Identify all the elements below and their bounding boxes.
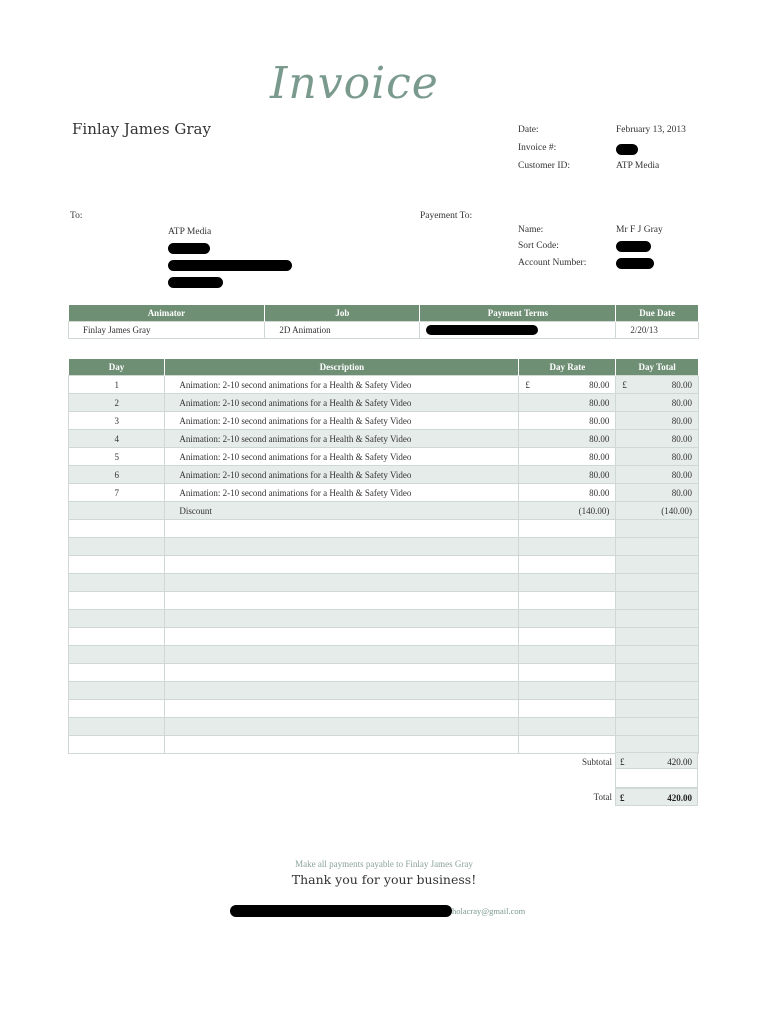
day-cell-text: 5 [114,451,119,462]
day-cell-text: 1 [114,379,119,390]
payment-terms-redaction [426,325,538,335]
day-rate-cell [519,466,616,484]
description-cell [165,430,519,448]
table-row [69,430,699,448]
account-number-label: Account Number: [518,258,587,268]
description-cell [165,556,519,574]
description-cell-text: Animation: 2-10 second animations for a Health & Safety Video [179,487,412,498]
description-cell-text: Discount [179,505,212,516]
day-cell [69,574,165,592]
day-rate-cell [519,430,616,448]
day-cell [69,592,165,610]
total-currency: £ [620,793,625,803]
to-label: To: [70,211,83,221]
invoice-title: Invoice [270,58,439,109]
table-row [69,466,699,484]
table-row [69,736,699,754]
day-cell [69,556,165,574]
day-total-cell [616,394,699,412]
table-row [69,664,699,682]
day-cell [69,502,165,520]
table-row [69,574,699,592]
table-row [69,592,699,610]
payment-terms-cell [420,322,616,339]
table-row [69,538,699,556]
subtotal-value: 420.00 [667,757,692,767]
day-total-cell [616,448,699,466]
sender-name: Finlay James Gray [72,120,211,138]
sort-code-redaction [616,241,651,252]
day-total-cell-text: 80.00 [671,415,692,426]
account-number-redaction [616,258,654,269]
day-total-cell [616,592,699,610]
day-rate-cell [519,394,616,412]
description-cell [165,520,519,538]
address-redaction-2 [168,260,292,271]
day-cell [69,394,165,412]
day-rate-cell-text: 80.00 [589,397,610,408]
day-cell [69,412,165,430]
day-total-cell-text: 80.00 [671,397,692,408]
day-total-cell [616,718,699,736]
day-total-cell [616,430,699,448]
day-cell [69,682,165,700]
description-cell [165,484,519,502]
currency-symbol: £ [622,379,627,390]
sort-code-label: Sort Code: [518,241,559,251]
day-total-cell-text: 80.00 [671,487,692,498]
customer-id-label: Customer ID: [518,161,570,171]
day-total-cell [616,520,699,538]
day-rate-cell [519,484,616,502]
description-cell [165,466,519,484]
subtotal-box [615,752,698,769]
job-row [69,322,699,339]
day-cell [69,448,165,466]
table-row [69,718,699,736]
day-rate-cell [519,736,616,754]
table-row [69,502,699,520]
due-date-cell: 2/20/13 [616,322,699,339]
table-row [69,700,699,718]
description-cell [165,736,519,754]
day-rate-cell [519,664,616,682]
payment-note: Make all payments payable to Finlay James Gray [295,859,473,869]
day-cell [69,376,165,394]
day-rate-cell-text: 80.00 [589,487,610,498]
day-rate-cell [519,412,616,430]
day-total-cell [616,376,699,394]
description-cell-text: Animation: 2-10 second animations for a Health & Safety Video [179,469,412,480]
description-cell-text: Animation: 2-10 second animations for a Health & Safety Video [179,379,412,390]
day-rate-cell [519,556,616,574]
day-total-cell [616,610,699,628]
animator-cell: Finlay James Gray [69,322,265,339]
header-payment-terms: Payment Terms [420,305,616,322]
table-row [69,628,699,646]
table-row [69,484,699,502]
currency-symbol: £ [525,379,530,390]
day-total-cell [616,736,699,754]
table-row [69,520,699,538]
day-cell [69,520,165,538]
table-row [69,394,699,412]
day-rate-cell [519,700,616,718]
customer-id-value: ATP Media [616,161,660,171]
day-rate-cell-text: 80.00 [589,415,610,426]
description-cell [165,592,519,610]
header-description: Description [165,359,519,376]
day-cell-text: 6 [114,469,119,480]
table-row [69,448,699,466]
day-rate-cell [519,574,616,592]
day-total-cell [616,646,699,664]
date-value: February 13, 2013 [616,125,686,135]
description-cell [165,700,519,718]
day-total-cell-text: 80.00 [671,379,692,390]
day-total-cell [616,628,699,646]
table-row [69,412,699,430]
day-total-cell [616,466,699,484]
header-job: Job [265,305,420,322]
total-box [615,788,698,806]
day-rate-cell [519,376,616,394]
email-redaction [230,905,452,917]
payee-name-label: Name: [518,225,544,235]
description-cell [165,628,519,646]
day-total-cell [616,484,699,502]
summary-spacer [615,769,698,788]
description-cell [165,718,519,736]
day-total-cell [616,682,699,700]
to-company: ATP Media [168,227,212,237]
day-cell [69,664,165,682]
day-cell-text: 2 [114,397,119,408]
header-day: Day [69,359,165,376]
day-rate-cell-text: 80.00 [589,451,610,462]
table-row [69,610,699,628]
day-total-cell-text: 80.00 [671,469,692,480]
day-rate-cell-text: 80.00 [589,469,610,480]
invoice-number-redaction [616,144,638,155]
day-total-cell [616,412,699,430]
total-label: Total [593,792,612,802]
day-rate-cell [519,682,616,700]
email-suffix: holacray@gmail.com [452,906,526,916]
day-cell [69,430,165,448]
description-cell [165,610,519,628]
day-cell-text: 3 [114,415,119,426]
payee-name-value: Mr F J Gray [616,225,663,235]
payment-to-label: Payement To: [420,211,473,221]
items-table [68,359,699,754]
day-rate-cell-text: 80.00 [589,379,610,390]
description-cell [165,502,519,520]
day-total-cell-text: 80.00 [671,451,692,462]
day-total-cell [616,538,699,556]
day-cell [69,736,165,754]
address-redaction-1 [168,243,210,254]
day-cell [69,484,165,502]
table-row [69,682,699,700]
day-rate-cell-text: (140.00) [578,505,610,516]
description-cell [165,646,519,664]
day-rate-cell [519,538,616,556]
invoice-number-label: Invoice #: [518,143,557,153]
header-animator: Animator [69,305,265,322]
address-redaction-3 [168,277,223,288]
subtotal-currency: £ [620,757,625,767]
description-cell [165,664,519,682]
description-cell-text: Animation: 2-10 second animations for a Health & Safety Video [179,433,412,444]
day-cell [69,466,165,484]
description-cell-text: Animation: 2-10 second animations for a Health & Safety Video [179,451,412,462]
date-label: Date: [518,125,539,135]
day-total-cell-text: (140.00) [661,505,692,516]
day-rate-cell [519,592,616,610]
header-due-date: Due Date [616,305,699,322]
description-cell [165,574,519,592]
day-rate-cell-text: 80.00 [589,433,610,444]
description-cell [165,448,519,466]
day-rate-cell [519,448,616,466]
day-rate-cell [519,502,616,520]
day-cell [69,646,165,664]
header-day-total: Day Total [616,359,699,376]
table-row [69,556,699,574]
table-row [69,376,699,394]
total-value: 420.00 [667,793,692,803]
day-cell [69,628,165,646]
day-rate-cell [519,520,616,538]
day-cell [69,718,165,736]
day-rate-cell [519,718,616,736]
header-day-rate: Day Rate [519,359,616,376]
day-total-cell [616,700,699,718]
day-cell-text: 7 [114,487,119,498]
description-cell-text: Animation: 2-10 second animations for a Health & Safety Video [179,415,412,426]
table-row [69,646,699,664]
day-rate-cell [519,610,616,628]
day-cell [69,610,165,628]
description-cell [165,376,519,394]
day-cell-text: 4 [114,433,119,444]
description-cell [165,412,519,430]
day-total-cell [616,664,699,682]
thank-you-message: Thank you for your business! [291,872,477,887]
description-cell [165,682,519,700]
day-cell [69,700,165,718]
job-cell: 2D Animation [265,322,420,339]
description-cell [165,538,519,556]
day-rate-cell [519,628,616,646]
description-cell [165,394,519,412]
day-cell [69,538,165,556]
day-total-cell [616,556,699,574]
day-total-cell [616,502,699,520]
day-total-cell [616,574,699,592]
description-cell-text: Animation: 2-10 second animations for a Health & Safety Video [179,397,412,408]
day-total-cell-text: 80.00 [671,433,692,444]
job-table [68,305,699,339]
subtotal-label: Subtotal [581,757,612,767]
day-rate-cell [519,646,616,664]
